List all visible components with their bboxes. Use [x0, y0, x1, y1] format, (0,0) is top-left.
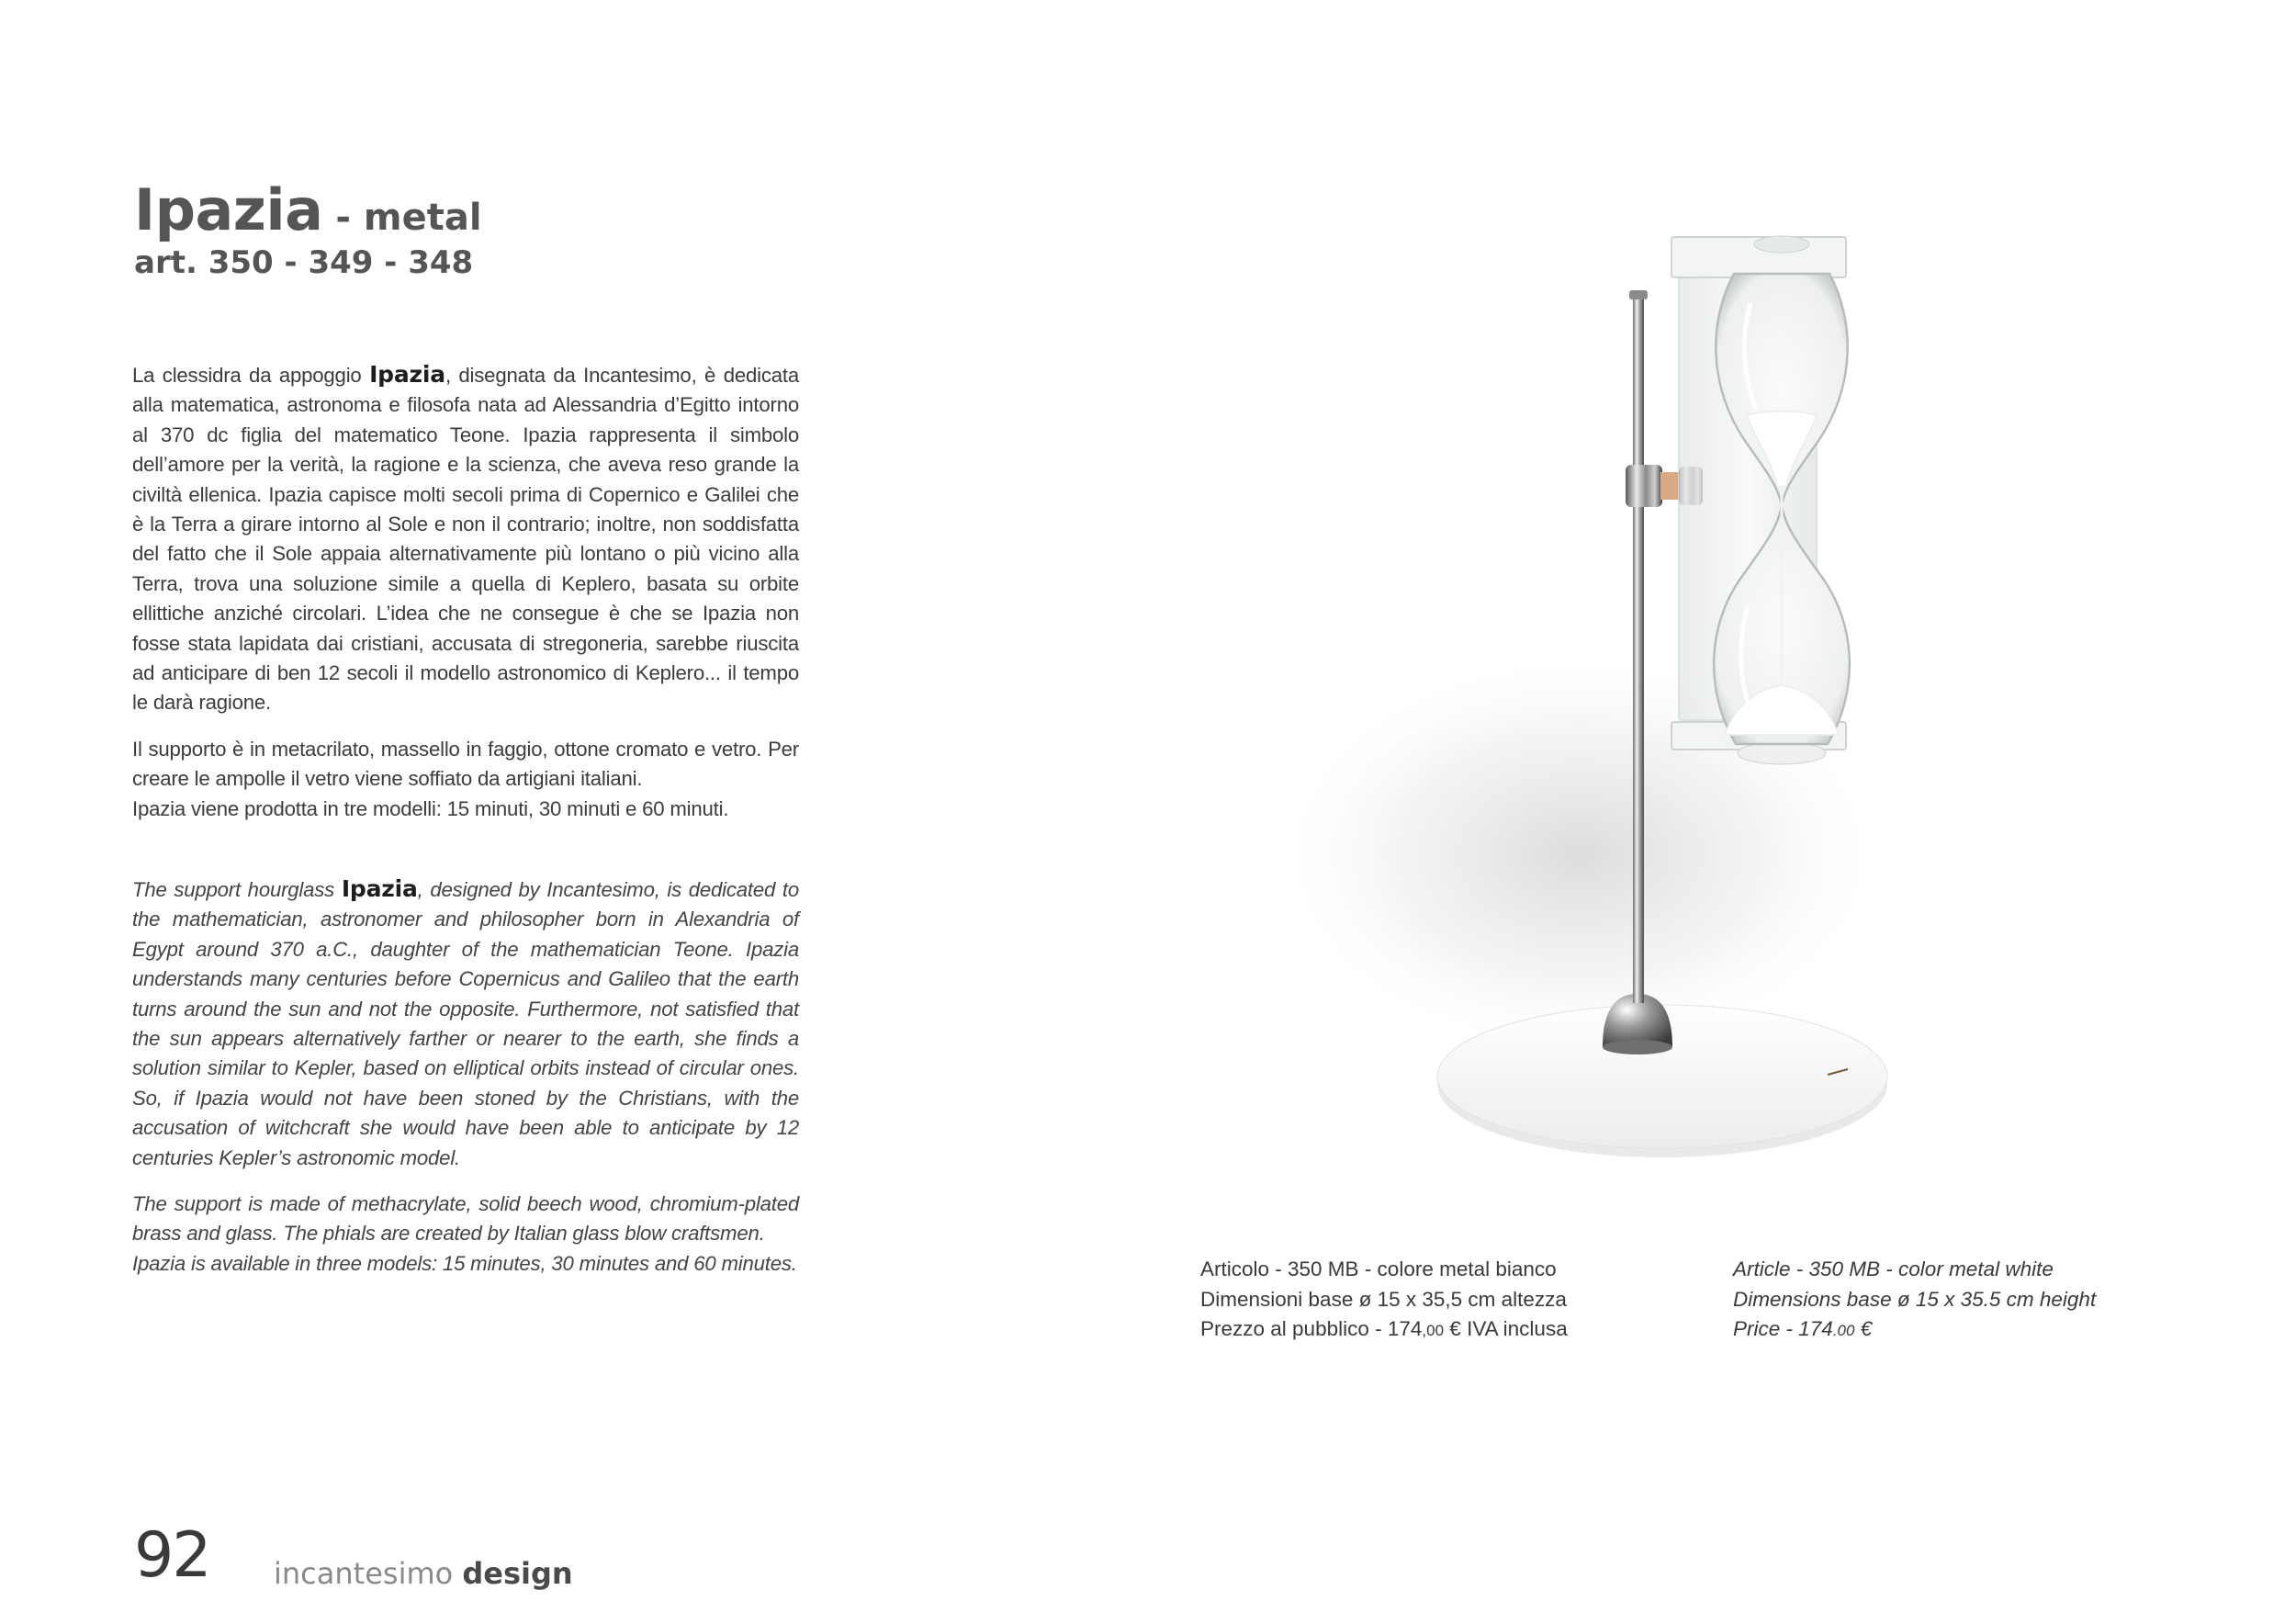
caption-english-dimensions: Dimensions base ø 15 x 35.5 cm height — [1733, 1287, 2097, 1311]
page-number: 92 — [134, 1519, 210, 1592]
caption-italian — [1200, 1255, 1568, 1347]
product-name: Ipazia — [134, 176, 323, 243]
caption-italian-price — [1200, 1314, 1568, 1347]
brand-bold: design — [462, 1556, 573, 1591]
title-block — [134, 176, 482, 281]
caption-english-price-cents: .00 — [1832, 1322, 1855, 1339]
caption-english-price-suffix: € — [1854, 1317, 1873, 1340]
footer-brand — [274, 1556, 573, 1591]
caption-english-price-main: Price - 174 — [1733, 1317, 1833, 1340]
caption-english-price — [1733, 1314, 2096, 1347]
english-product-name: Ipazia — [341, 875, 418, 902]
caption-italian-article: Articolo - 350 MB - colore metal bianco — [1200, 1257, 1557, 1280]
italian-paragraph-2: Il supporto è in metacrilato, massello in faggio, ottone cromato e vetro. Per creare le ampolle il vetro viene soffiato da artigiani italiani. — [132, 737, 799, 791]
caption-english-article: Article - 350 MB - color metal white — [1733, 1257, 2054, 1280]
hourglass-product-image — [1194, 211, 1892, 1167]
english-paragraph-2: The support is made of methacrylate, solid beech wood, chromium-plated brass and glass. The phials are created by Italian glass blow craftsmen. — [132, 1192, 799, 1246]
english-paragraph-3: Ipazia is available in three models: 15 minutes, 30 minutes and 60 minutes. — [132, 1251, 797, 1275]
caption-italian-dimensions: Dimensioni base ø 15 x 35,5 cm altezza — [1200, 1287, 1567, 1311]
italian-paragraph-3: Ipazia viene prodotta in tre modelli: 15 minuti, 30 minuti e 60 minuti. — [132, 796, 729, 820]
english-p1-body: , designed by Incantesimo, is dedicated to the mathematician, astronomer and philosopher born in Alexandria of Egypt around 370 a.C., daughter of the mathematician Teone. Ipazia understands many centuries before Copernicus and Galileo that the earth turns around the sun and not the opposite. Furthermore, not satisfied that the sun appears alternatively farther or nearer to the earth, she finds a solution similar to Kepler, based on elliptical orbits instead of circular ones. So, if Ipazia would not have been stoned by the Christians, with the accusation of witchcraft she would have been able to anticipate by 12 centuries Kepler’s astronomic model. — [132, 878, 799, 1169]
article-numbers: art. 350 - 349 - 348 — [134, 244, 474, 281]
brand-light: incantesimo — [274, 1556, 463, 1591]
italian-product-name: Ipazia — [369, 361, 445, 388]
caption-italian-price-main: Prezzo al pubblico - 174 — [1200, 1317, 1423, 1340]
caption-italian-price-cents: ,00 — [1422, 1322, 1445, 1339]
product-title — [134, 176, 482, 243]
italian-paragraph-1 — [132, 360, 799, 718]
english-p1-intro: The support hourglass — [132, 878, 342, 901]
product-variant: - metal — [322, 197, 482, 239]
caption-italian-price-suffix: € IVA inclusa — [1444, 1317, 1568, 1340]
italian-description — [132, 360, 799, 840]
italian-p1-body: , disegnata da Incantesimo, è dedicata alla matematica, astronoma e filosofa nata ad Alessandria d’Egitto intorno al 370 dc figlia del matematico Teone. Ipazia rappresenta il simbolo dell’amore per la verità, la ragione e la scienza, che aveva reso grande la civiltà ellenica. Ipazia capisce molti secoli prima di Copernico e Galilei che è la Terra a girare intorno al Sole e non il contrario; inoltre, non soddisfatta del fatto che il Sole appaia alternativamente più lontano o più vicino alla Terra, trova una soluzione simile a quella di Keplero, basata su orbite ellittiche anziché circolari. L’idea che ne consegue è che se Ipazia non fosse stata lapidata dai cristiani, accusata di stregoneria, sarebbe riuscita ad anticipare di ben 12 secoli il modello astronomico di Keplero... il tempo le darà ragione. — [132, 364, 799, 715]
english-description — [132, 874, 799, 1295]
english-paragraph-1 — [132, 874, 799, 1173]
italian-p1-intro: La clessidra da appoggio — [132, 364, 370, 387]
caption-english — [1733, 1255, 2096, 1347]
